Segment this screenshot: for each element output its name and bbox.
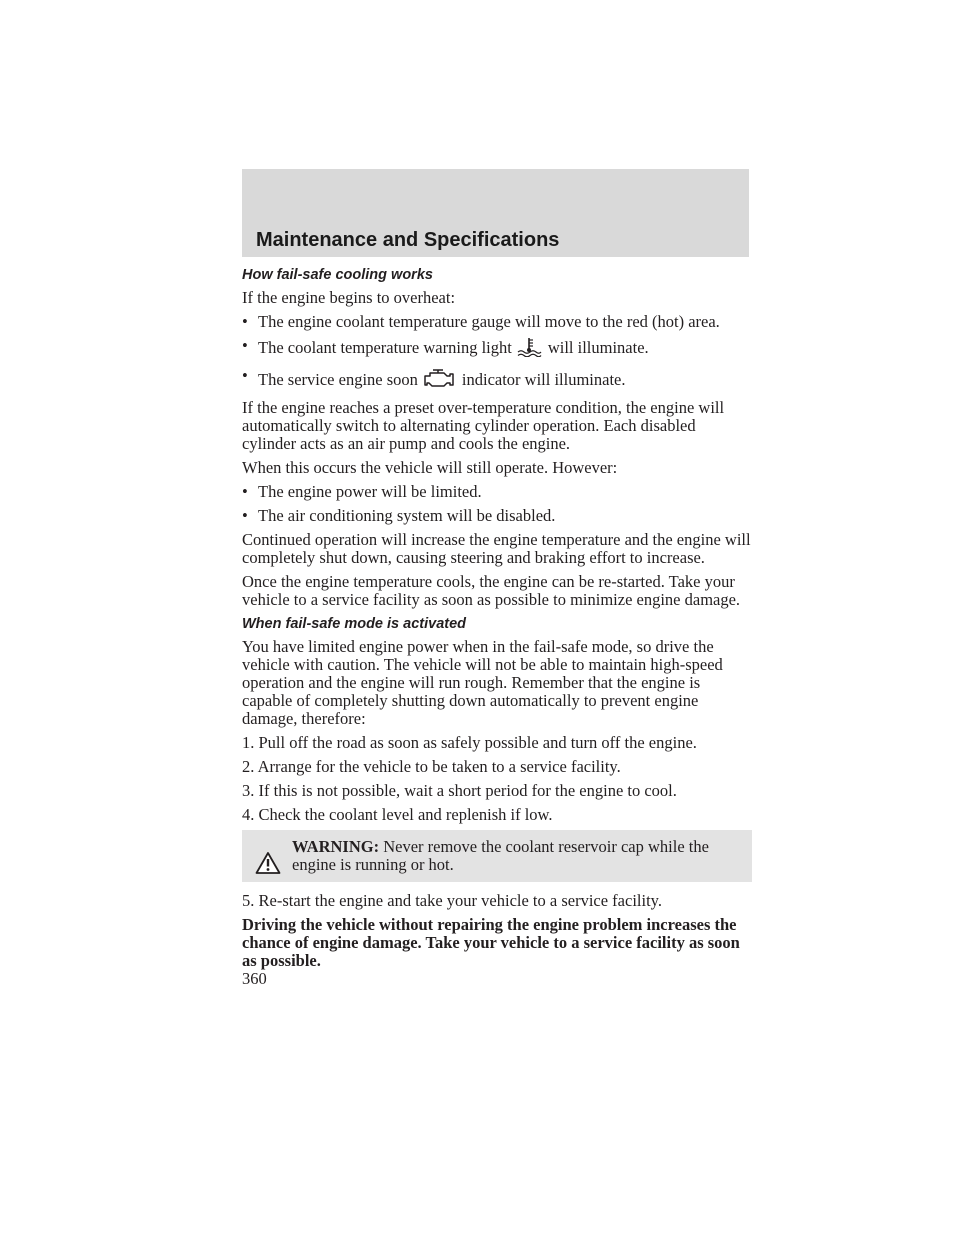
subheading-fail-safe-mode: When fail-safe mode is activated: [242, 616, 467, 632]
bullet-item: • The air conditioning system will be disabled.: [242, 506, 556, 525]
subheading-fail-safe-cooling: How fail-safe cooling works: [242, 267, 433, 283]
engine-icon: [422, 367, 456, 393]
bullet-item: • The engine coolant temperature gauge will move to the red (hot) area.: [242, 312, 720, 331]
warning-text: Never remove the coolant reservoir cap while the engine is running or hot.: [292, 837, 709, 874]
step-item: 3. If this is not possible, wait a short period for the engine to cool.: [242, 781, 677, 800]
paragraph: If the engine reaches a preset over-temperature condition, the engine will automatically switch to alternating cylinder operation. Each disabled cylinder acts as an air pump and cools the engine.: [242, 398, 725, 453]
paragraph: When this occurs the vehicle will still operate. However:: [242, 458, 618, 477]
step-item: 4. Check the coolant level and replenish if low.: [242, 805, 553, 824]
bullet-item: • The coolant temperature warning light will illuminate.: [242, 337, 752, 361]
paragraph: You have limited engine power when in the fail-safe mode, so drive the vehicle with caution. The vehicle will not be able to maintain high-speed operation and the engine will run rough. Remember that the engine is capable of completely shutting down automatically to prevent engine damage, therefore:: [242, 637, 723, 728]
paragraph: If the engine begins to overheat:: [242, 288, 456, 307]
page-content: [242, 266, 752, 988]
page-number: 360: [242, 969, 267, 988]
step-item: 2. Arrange for the vehicle to be taken to a service facility.: [242, 757, 621, 776]
coolant-temperature-icon: [516, 337, 542, 361]
warning-triangle-icon: [255, 851, 281, 879]
step-item: 5. Re-start the engine and take your vehicle to a service facility.: [242, 891, 662, 910]
bold-note: Driving the vehicle without repairing the engine problem increases the chance of engine damage. Take your vehicle to a service facility as soon as possible.: [242, 915, 740, 970]
paragraph: Continued operation will increase the engine temperature and the engine will completely shut down, causing steering and braking effort to increase.: [242, 530, 751, 567]
warning-label: WARNING:: [292, 837, 380, 856]
header-band: [242, 169, 749, 257]
warning-box: [242, 830, 752, 882]
step-item: 1. Pull off the road as soon as safely possible and turn off the engine.: [242, 733, 697, 752]
bullet-item: • The service engine soon indicator will illuminate.: [242, 367, 752, 393]
section-title: Maintenance and Specifications: [256, 229, 560, 251]
bullet-item: • The engine power will be limited.: [242, 482, 482, 501]
paragraph: Once the engine temperature cools, the engine can be re-started. Take your vehicle to a service facility as soon as possible to minimize engine damage.: [242, 572, 741, 609]
